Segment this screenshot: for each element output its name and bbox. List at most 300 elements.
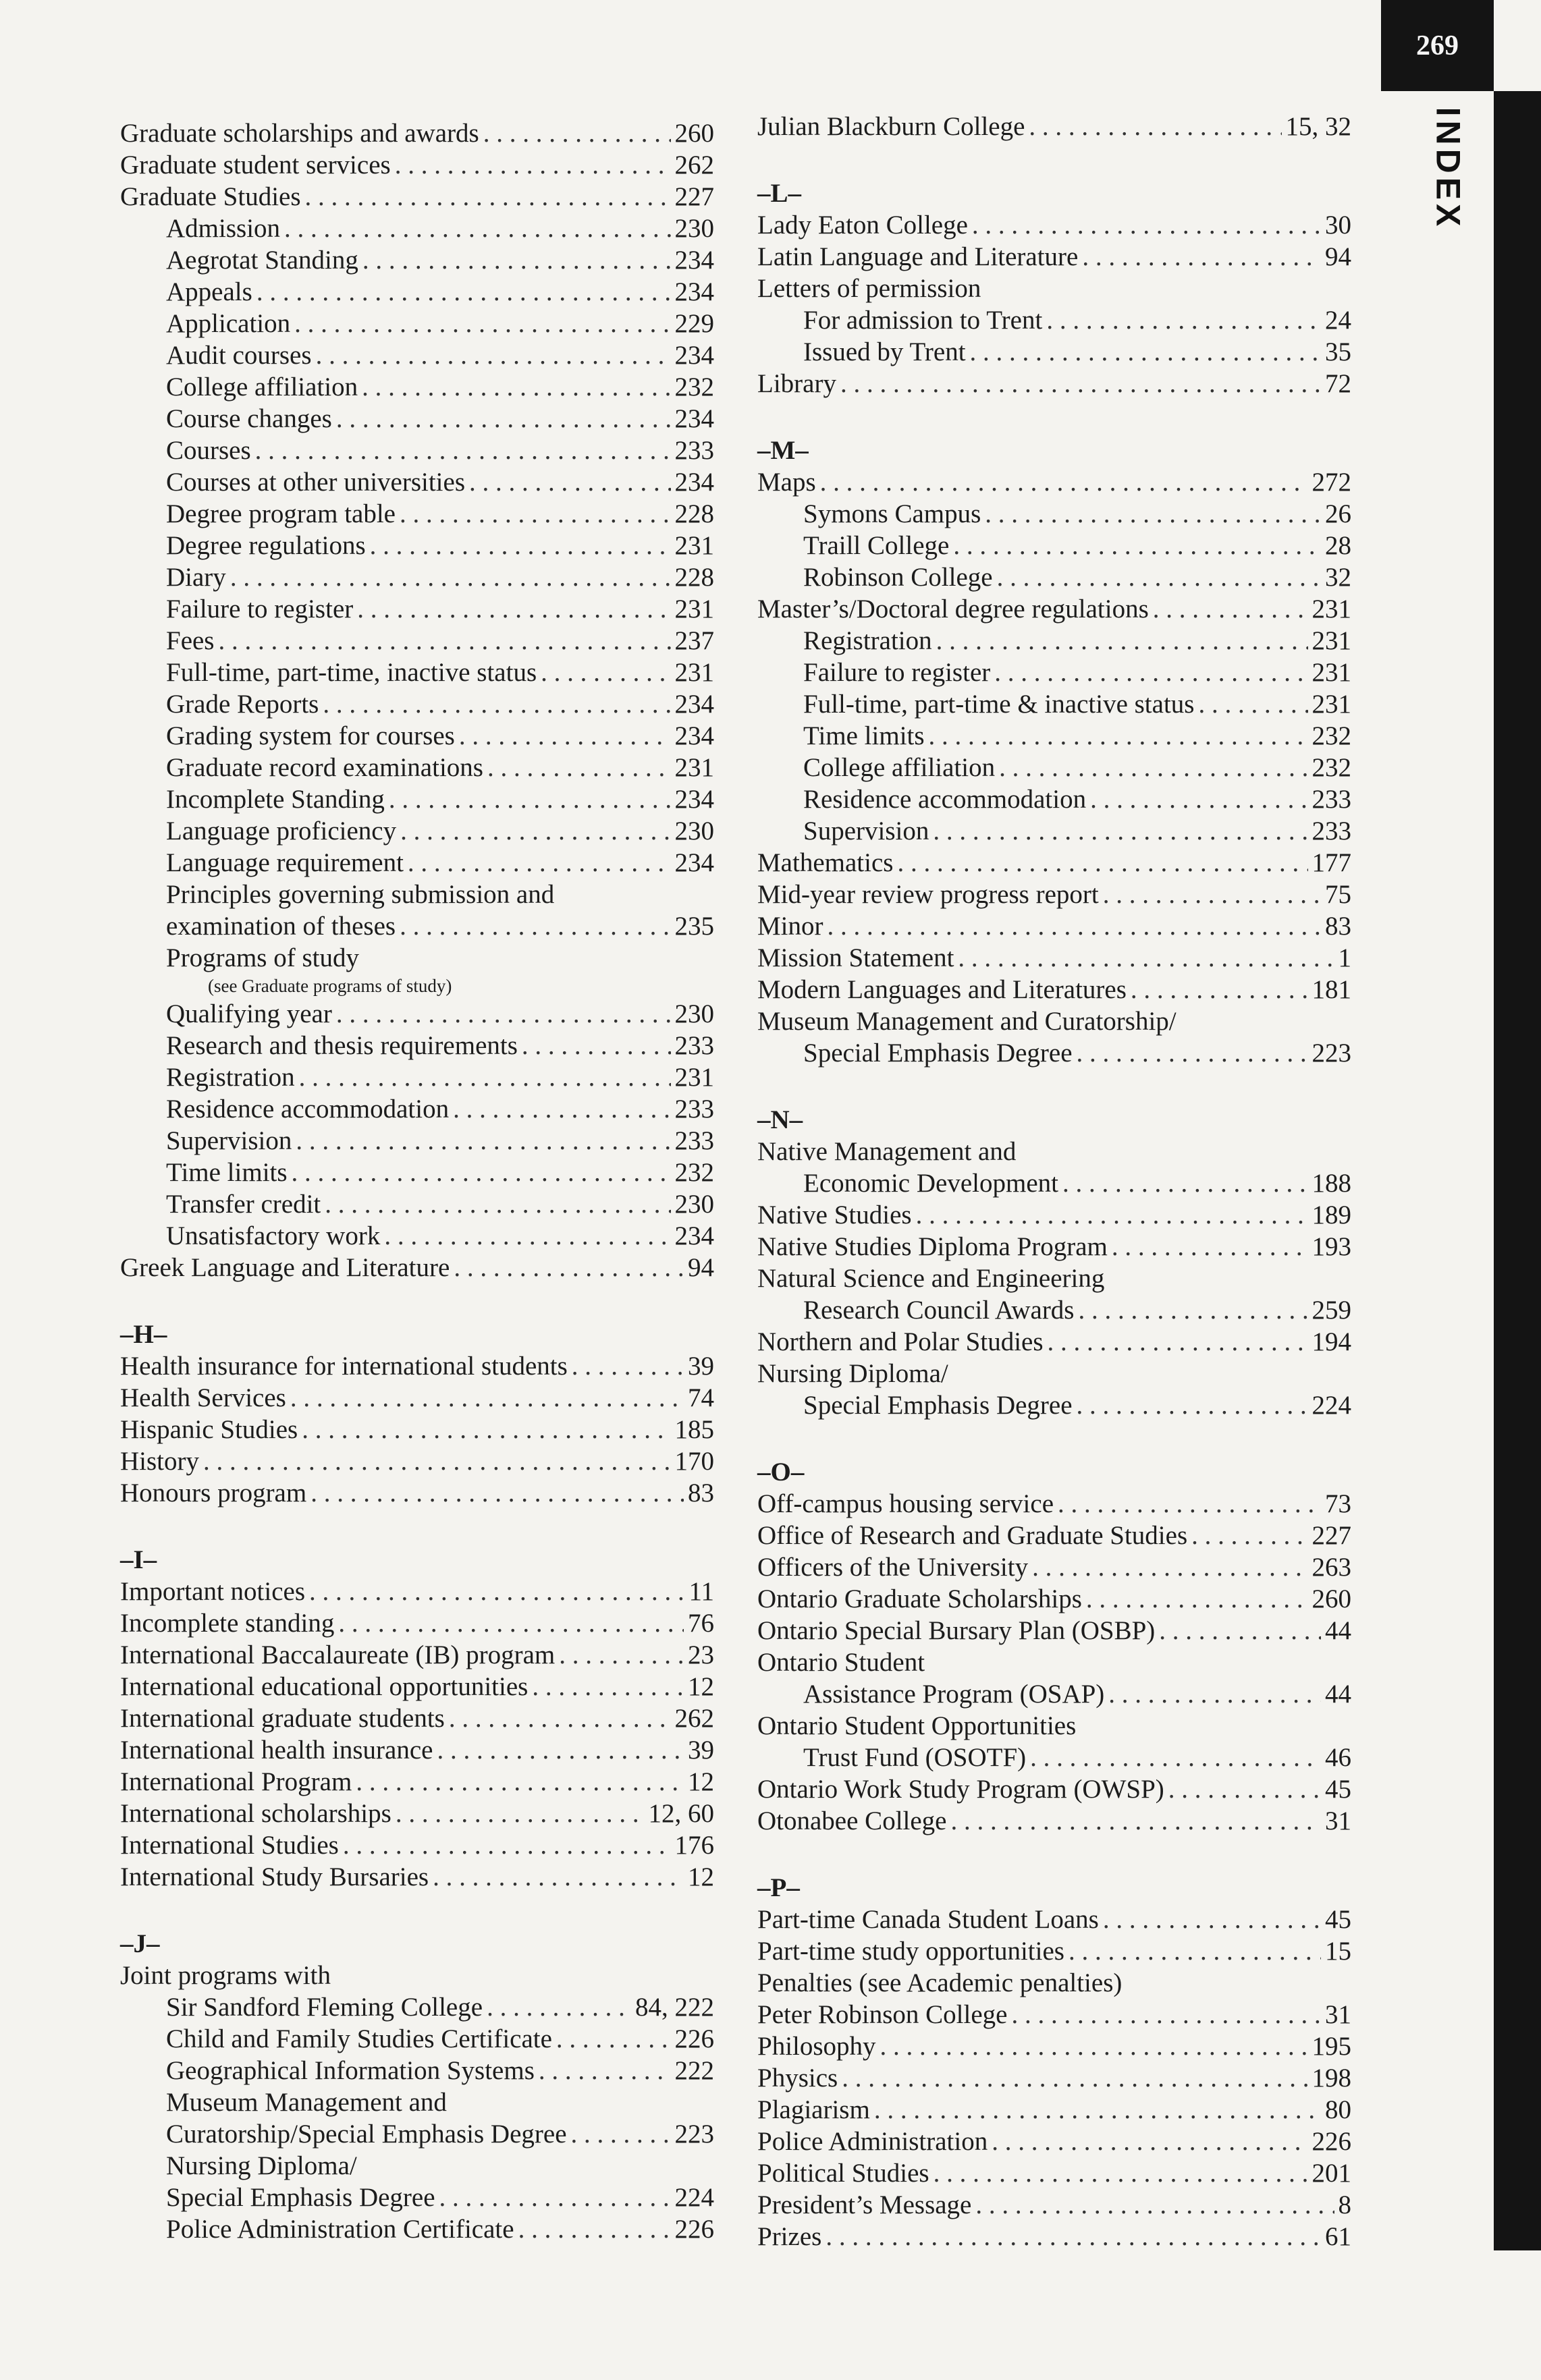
leader-dots — [256, 276, 671, 308]
leader-dots — [437, 1734, 684, 1766]
leader-dots — [1168, 1773, 1321, 1805]
index-entry — [757, 368, 1351, 399]
leader-dots — [362, 244, 671, 276]
index-entry-text: Trust Fund (OSOTF) — [803, 1743, 1027, 1772]
index-entry-text: Northern and Polar Studies — [757, 1327, 1044, 1356]
index-entry-page: 262 — [674, 1704, 714, 1733]
leader-dots — [1112, 1231, 1308, 1263]
index-entry — [120, 403, 714, 435]
index-entry-page: 231 — [674, 658, 714, 687]
index-entry — [757, 1999, 1351, 2030]
index-entry — [120, 1671, 714, 1703]
leader-dots — [994, 657, 1307, 688]
index-entry — [757, 1583, 1351, 1615]
index-entry — [120, 1220, 714, 1252]
index-entry-page: 45 — [1325, 1905, 1351, 1934]
index-entry-text: Fees — [166, 626, 215, 655]
index-entry — [120, 1639, 714, 1671]
index-entry-text: Courses at other universities — [166, 468, 465, 497]
index-entry-page: 31 — [1325, 2000, 1351, 2029]
index-entry — [757, 1231, 1351, 1263]
index-entry-text: Full-time, part-time & inactive status — [803, 690, 1195, 719]
leader-dots — [389, 783, 671, 815]
index-entry — [120, 847, 714, 879]
index-entry-page: 181 — [1312, 975, 1351, 1004]
index-entry-text: Failure to register — [166, 594, 354, 624]
index-entry — [757, 2126, 1351, 2157]
leader-dots — [469, 466, 671, 498]
index-entry-text: Diary — [166, 563, 226, 592]
index-entry — [757, 1742, 1351, 1773]
index-entry — [757, 942, 1351, 974]
index-entry-text: Principles governing submission and — [166, 880, 555, 909]
leader-dots — [323, 688, 670, 720]
index-entry-page: 233 — [674, 1126, 714, 1155]
index-entry — [120, 466, 714, 498]
index-entry — [120, 117, 714, 149]
index-entry-text: Honours program — [120, 1478, 307, 1507]
index-entry-page: 185 — [674, 1415, 714, 1444]
index-entry-text: Special Emphasis Degree — [166, 2183, 435, 2212]
index-entry — [757, 657, 1351, 688]
index-entry — [757, 1773, 1351, 1805]
index-entry-text: Assistance Program (OSAP) — [803, 1680, 1105, 1709]
index-entry-text: Nursing Diploma/ — [166, 2151, 357, 2180]
index-entry-page: 237 — [674, 626, 714, 655]
index-entry-page: 11 — [688, 1577, 714, 1606]
leader-dots — [950, 1805, 1321, 1837]
letter-header-i: –I– — [120, 1545, 157, 1574]
index-entry-page: 15 — [1325, 1937, 1351, 1966]
leader-dots — [985, 498, 1321, 530]
index-entry — [120, 1252, 714, 1283]
index-entry-text: Residence accommodation — [166, 1095, 450, 1124]
leader-dots — [309, 1576, 684, 1607]
index-entry-text: President’s Message — [757, 2190, 972, 2219]
index-entry-page: 232 — [1312, 753, 1351, 782]
index-entry — [757, 974, 1351, 1005]
index-entry — [757, 466, 1351, 498]
section-label-text: INDEX — [1429, 107, 1467, 231]
index-entry-group — [757, 1199, 1351, 1263]
index-entry — [757, 783, 1351, 815]
leader-dots — [992, 2126, 1307, 2157]
index-entry-text: Otonabee College — [757, 1806, 947, 1835]
index-entry — [757, 2030, 1351, 2062]
index-entry — [120, 1991, 714, 2023]
index-entry — [120, 1350, 714, 1382]
index-entry — [757, 336, 1351, 368]
index-entry-text: Greek Language and Literature — [120, 1253, 450, 1282]
index-entry-text: Incomplete Standing — [166, 785, 385, 814]
index-entry-text: Geographical Information Systems — [166, 2056, 535, 2085]
leader-dots — [1191, 1520, 1307, 1551]
index-entry-text: Failure to register — [803, 658, 991, 687]
index-entry-text: Officers of the University — [757, 1553, 1029, 1582]
index-entry — [120, 1382, 714, 1414]
index-entry-page: 234 — [674, 246, 714, 275]
index-entry-text: Native Management and — [757, 1137, 1017, 1166]
index-entry-page: 234 — [674, 341, 714, 370]
index-entry-page: 23 — [688, 1640, 714, 1669]
index-entry-text: Issued by Trent — [803, 337, 966, 366]
leader-dots — [433, 1861, 684, 1893]
index-entry-group — [757, 1773, 1351, 1837]
index-entry-page: 61 — [1325, 2222, 1351, 2251]
index-entry — [120, 783, 714, 815]
index-entry-group — [120, 998, 714, 1252]
index-entry-text: College affiliation — [803, 753, 996, 782]
leader-dots — [362, 371, 670, 403]
index-entry-group — [120, 2182, 714, 2245]
index-entry — [120, 498, 714, 530]
leader-dots — [1029, 111, 1281, 142]
leader-dots — [572, 1350, 684, 1382]
index-entry-page: 83 — [1325, 912, 1351, 941]
leader-dots — [953, 530, 1321, 561]
leader-dots — [880, 2030, 1308, 2062]
index-entry-text: Minor — [757, 912, 823, 941]
index-entry-page: 12 — [688, 1862, 714, 1891]
index-entry-page: 231 — [1312, 690, 1351, 719]
index-entry-text: Mid-year review progress report — [757, 880, 1099, 909]
index-entry-text: Language proficiency — [166, 817, 397, 846]
leader-dots — [1131, 974, 1308, 1005]
index-entry — [120, 998, 714, 1030]
index-entry-page: 233 — [1312, 817, 1351, 846]
index-entry-group — [757, 304, 1351, 368]
index-entry-text: Research Council Awards — [803, 1296, 1075, 1325]
index-entry — [757, 530, 1351, 561]
index-entry-page: 223 — [674, 2120, 714, 2149]
index-column-right — [757, 111, 1351, 2252]
index-entry — [757, 2062, 1351, 2094]
index-entry-page: 8 — [1338, 2190, 1351, 2219]
letter-header-h: –H– — [120, 1320, 167, 1349]
index-entry — [120, 1703, 714, 1734]
index-entry-text: Philosophy — [757, 2032, 876, 2061]
index-entry — [120, 720, 714, 752]
index-entry-text: Mathematics — [757, 848, 894, 877]
leader-dots — [1046, 304, 1321, 336]
index-entry-text: International Program — [120, 1767, 352, 1796]
index-entry-page: 260 — [1312, 1584, 1351, 1613]
index-entry — [757, 2157, 1351, 2189]
leader-dots — [916, 1199, 1308, 1231]
index-entry-page: 235 — [674, 912, 714, 941]
index-entry-page: 26 — [1325, 499, 1351, 528]
index-entry-text: Mission Statement — [757, 943, 954, 972]
index-entry-text: International Study Bursaries — [120, 1862, 429, 1891]
index-entry-text: Grade Reports — [166, 690, 319, 719]
index-entry — [757, 1904, 1351, 1935]
index-entry-text: Nursing Diploma/ — [757, 1359, 948, 1388]
index-entry-group — [757, 1904, 1351, 1967]
index-entry-text: International graduate students — [120, 1704, 445, 1733]
index-entry-text: Modern Languages and Literatures — [757, 975, 1127, 1004]
index-entry — [120, 1766, 714, 1798]
index-entry — [120, 1861, 714, 1893]
letter-header-p: –P– — [757, 1873, 800, 1902]
index-entry — [120, 1576, 714, 1607]
leader-dots — [408, 847, 671, 879]
index-entry-text: Time limits — [803, 721, 925, 750]
index-entry — [120, 1734, 714, 1766]
leader-dots — [316, 339, 671, 371]
index-entry-text: Native Studies Diploma Program — [757, 1232, 1108, 1261]
index-entry-page: 94 — [1325, 242, 1351, 271]
leader-dots — [518, 2213, 671, 2245]
index-entry-page: 228 — [674, 499, 714, 528]
leader-dots — [1103, 879, 1321, 910]
index-entry-page: 263 — [1312, 1553, 1351, 1582]
leader-dots — [1077, 1389, 1308, 1421]
index-entry-text: examination of theses — [166, 912, 396, 941]
index-entry-text: Special Emphasis Degree — [803, 1391, 1073, 1420]
leader-dots — [933, 815, 1307, 847]
index-entry-text: Library — [757, 369, 836, 398]
index-entry-page: 223 — [1312, 1039, 1351, 1068]
index-entry-page: 84, 222 — [635, 1993, 714, 2022]
index-entry — [757, 879, 1351, 910]
leader-dots — [395, 149, 671, 181]
leader-dots — [1159, 1615, 1321, 1646]
index-entry-text: Special Emphasis Degree — [803, 1039, 1073, 1068]
index-entry-text: Police Administration — [757, 2127, 988, 2156]
index-entry — [120, 213, 714, 244]
index-entry-text: Police Administration Certificate — [166, 2215, 514, 2244]
index-entry-text: Graduate scholarships and awards — [120, 119, 479, 148]
index-entry-page: 80 — [1325, 2095, 1351, 2124]
index-entry-text: Lady Eaton College — [757, 211, 968, 240]
index-entry-page: 228 — [674, 563, 714, 592]
index-entry-text: Graduate Studies — [120, 182, 301, 211]
index-entry — [120, 1188, 714, 1220]
index-entry-page: 226 — [674, 2024, 714, 2053]
index-entry-page: 231 — [1312, 658, 1351, 687]
leader-dots — [1058, 1488, 1321, 1520]
index-entry — [120, 1829, 714, 1861]
index-entry — [757, 2221, 1351, 2252]
index-entry — [757, 561, 1351, 593]
leader-dots — [556, 2023, 671, 2055]
index-entry — [120, 561, 714, 593]
index-entry-page: 24 — [1325, 306, 1351, 335]
index-entry-text: Incomplete standing — [120, 1609, 335, 1638]
index-entry-page: 44 — [1325, 1616, 1351, 1645]
index-entry-group — [120, 117, 714, 213]
index-entry-page: 232 — [674, 372, 714, 402]
index-entry-text: Degree regulations — [166, 531, 366, 560]
index-entry — [120, 657, 714, 688]
index-entry-page: 12 — [688, 1767, 714, 1796]
index-entry — [120, 1445, 714, 1477]
index-entry-text: Qualifying year — [166, 999, 332, 1028]
index-entry-group — [120, 1576, 714, 1893]
index-entry — [757, 209, 1351, 241]
leader-dots — [1103, 1904, 1321, 1935]
index-entry-page: 232 — [674, 1158, 714, 1187]
leader-dots — [539, 2055, 671, 2086]
leader-dots — [1198, 688, 1307, 720]
index-entry-page: 94 — [688, 1253, 714, 1282]
index-entry-group — [757, 1999, 1351, 2252]
leader-dots — [1069, 1935, 1321, 1967]
index-entry — [120, 530, 714, 561]
index-entry — [757, 1488, 1351, 1520]
leader-dots — [1086, 1583, 1308, 1615]
leader-dots — [1090, 783, 1307, 815]
index-entry-text: International scholarships — [120, 1799, 391, 1828]
index-entry-page: 234 — [674, 1221, 714, 1250]
index-entry-page: 230 — [674, 1190, 714, 1219]
index-entry-page: 45 — [1325, 1775, 1351, 1804]
index-entry-page: 46 — [1325, 1743, 1351, 1772]
index-entry-text: Natural Science and Engineering — [757, 1264, 1105, 1293]
index-entry-page: 233 — [674, 1095, 714, 1124]
index-entry-text: Appeals — [166, 277, 252, 306]
index-entry — [757, 1037, 1351, 1069]
index-entry-page: 234 — [674, 404, 714, 433]
letter-header-m: –M– — [757, 436, 809, 465]
index-entry-group — [757, 498, 1351, 593]
leader-dots — [400, 498, 671, 530]
index-entry — [120, 2182, 714, 2213]
index-entry-page: 31 — [1325, 1806, 1351, 1835]
index-entry — [120, 1607, 714, 1639]
index-entry-page: 188 — [1312, 1169, 1351, 1198]
leader-dots — [357, 593, 670, 625]
leader-dots — [219, 625, 671, 657]
index-entry — [757, 111, 1351, 142]
leader-dots — [302, 1414, 670, 1445]
index-entry-page: 234 — [674, 690, 714, 719]
index-entry — [120, 1061, 714, 1093]
index-entry-text: Museum Management and — [166, 2088, 447, 2117]
index-entry-page: 224 — [674, 2183, 714, 2212]
leader-dots — [255, 435, 671, 466]
index-entry-page: 170 — [674, 1447, 714, 1476]
index-entry — [757, 625, 1351, 657]
index-entry-page: 195 — [1312, 2032, 1351, 2061]
index-entry — [120, 435, 714, 466]
index-entry — [757, 498, 1351, 530]
leader-dots — [343, 1829, 671, 1861]
index-entry-text: Aegrotat Standing — [166, 246, 358, 275]
index-entry-page: 32 — [1325, 563, 1351, 592]
leader-dots — [459, 720, 671, 752]
index-entry-text: Language requirement — [166, 848, 404, 877]
index-entry-page: 74 — [688, 1383, 714, 1412]
leader-dots — [826, 2221, 1321, 2252]
index-entry-text: Museum Management and Curatorship/ — [757, 1007, 1177, 1036]
index-entry-text: Ontario Special Bursary Plan (OSBP) — [757, 1616, 1156, 1645]
leader-dots — [439, 2182, 671, 2213]
index-entry-page: 260 — [674, 119, 714, 148]
index-entry-page: 233 — [1312, 785, 1351, 814]
index-entry-text: College affiliation — [166, 372, 358, 402]
index-entry — [120, 1798, 714, 1829]
index-entry-page: 234 — [674, 848, 714, 877]
index-entry-group — [757, 209, 1351, 273]
index-entry-page: 30 — [1325, 211, 1351, 240]
index-entry-page: 234 — [674, 721, 714, 750]
index-entry-page: 230 — [674, 214, 714, 243]
index-entry-page: 234 — [674, 785, 714, 814]
leader-dots — [1108, 1678, 1321, 1710]
index-entry — [757, 1326, 1351, 1358]
leader-dots — [522, 1030, 671, 1061]
index-entry — [757, 2094, 1351, 2126]
letter-header-j: –J– — [120, 1929, 160, 1958]
leader-dots — [310, 1477, 684, 1509]
index-entry — [120, 308, 714, 339]
leader-dots — [1077, 1037, 1308, 1069]
index-entry-text: Supervision — [166, 1126, 292, 1155]
index-entry-text: Office of Research and Graduate Studies — [757, 1521, 1188, 1550]
letter-header-l: –L– — [757, 179, 802, 208]
index-entry — [757, 815, 1351, 847]
index-entry-page: 231 — [674, 594, 714, 624]
index-entry — [120, 815, 714, 847]
leader-dots — [897, 847, 1307, 879]
leader-dots — [1078, 1294, 1307, 1326]
index-entry — [120, 2023, 714, 2055]
leader-dots — [338, 1607, 684, 1639]
leader-dots — [356, 1766, 684, 1798]
index-entry-text: Sir Sandford Fleming College — [166, 1993, 483, 2022]
index-entry-page: 28 — [1325, 531, 1351, 560]
index-entry-page: 12, 60 — [648, 1799, 714, 1828]
index-entry-text: Letters of permission — [757, 274, 981, 303]
index-entry-page: 232 — [1312, 721, 1351, 750]
index-entry-page: 75 — [1325, 880, 1351, 909]
index-entry-text: Maps — [757, 468, 816, 497]
index-entry-page: 15, 32 — [1285, 112, 1351, 141]
index-entry-text: Julian Blackburn College — [757, 112, 1025, 141]
index-entry-page: 35 — [1325, 337, 1351, 366]
leader-dots — [336, 998, 671, 1030]
leader-dots — [296, 1125, 670, 1157]
leader-dots — [842, 2062, 1307, 2094]
index-entry — [757, 1935, 1351, 1967]
index-entry-text: Latin Language and Literature — [757, 242, 1079, 271]
index-entry-page: 226 — [674, 2215, 714, 2244]
index-entry-page: 72 — [1325, 369, 1351, 398]
edge-thumb-bar — [1494, 91, 1541, 2250]
index-entry-page: 234 — [674, 277, 714, 306]
index-entry-page: 76 — [688, 1609, 714, 1638]
index-entry-text: Hispanic Studies — [120, 1415, 298, 1444]
cross-reference-note: (see Graduate programs of study) — [208, 976, 452, 996]
leader-dots — [396, 1798, 645, 1829]
index-entry-text: Unsatisfactory work — [166, 1221, 381, 1250]
index-entry-text: Part-time study opportunities — [757, 1937, 1064, 1966]
page-number-tab — [1381, 0, 1494, 91]
index-entry — [120, 276, 714, 308]
index-entry-page: 231 — [1312, 626, 1351, 655]
index-entry — [120, 910, 714, 942]
index-entry-text: Programs of study — [166, 943, 359, 972]
leader-dots — [820, 466, 1308, 498]
index-entry-page: 177 — [1312, 848, 1351, 877]
leader-dots — [936, 625, 1308, 657]
index-entry-text: Registration — [166, 1063, 295, 1092]
leader-dots — [370, 530, 671, 561]
index-entry-text: Research and thesis requirements — [166, 1031, 518, 1060]
index-entry-page: 224 — [1312, 1391, 1351, 1420]
index-entry-text: Graduate student services — [120, 150, 391, 179]
